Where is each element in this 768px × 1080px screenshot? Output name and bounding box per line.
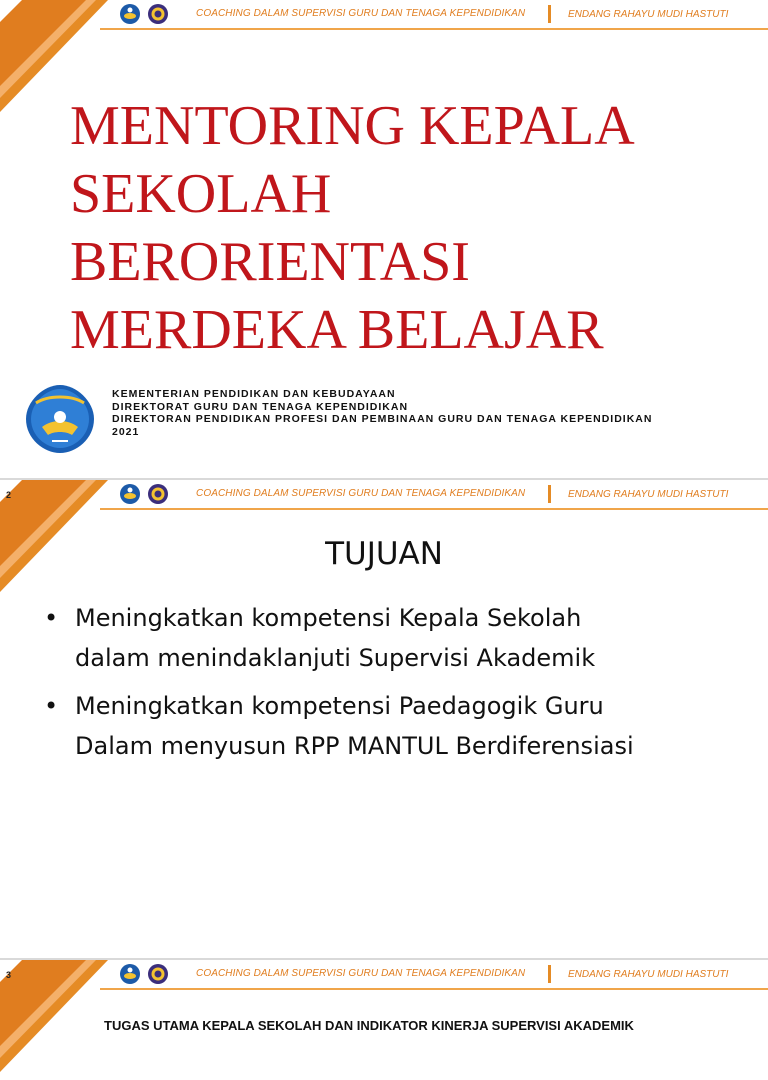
- header-logos-icon: [118, 483, 174, 505]
- bullet-item: [44, 598, 744, 678]
- slide-header: [0, 480, 768, 512]
- header-title: COACHING DALAM SUPERVISI GURU DAN TENAGA KEPENDIDIKAN: [196, 8, 526, 19]
- org-line: KEMENTERIAN PENDIDIKAN DAN KEBUDAYAAN: [112, 388, 396, 400]
- header-logos-icon: [118, 3, 174, 25]
- slide-number: 3: [6, 970, 12, 980]
- slide-header: [0, 960, 768, 992]
- bullet-line: Dalam menyusun RPP MANTUL Berdiferensiasi: [75, 732, 634, 760]
- header-title: COACHING DALAM SUPERVISI GURU DAN TENAGA KEPENDIDIKAN: [196, 968, 526, 979]
- bullet-item: [44, 686, 744, 766]
- header-divider: [100, 988, 768, 990]
- tut-wuri-handayani-logo-icon: [22, 383, 98, 455]
- bullet-list: [44, 598, 744, 774]
- bullet-line: Meningkatkan kompetensi Paedagogik Guru: [75, 692, 604, 720]
- slide-header: [0, 0, 768, 32]
- header-divider: [100, 508, 768, 510]
- title-line: SEKOLAH: [70, 163, 332, 225]
- title-line: BERORIENTASI: [70, 231, 470, 293]
- header-logos-icon: [118, 963, 174, 985]
- bullet-icon: •: [44, 604, 59, 632]
- slide-number: 2: [6, 490, 12, 500]
- header-author: ENDANG RAHAYU MUDI HASTUTI: [568, 969, 729, 980]
- title-line: MENTORING KEPALA: [70, 95, 635, 157]
- header-author: ENDANG RAHAYU MUDI HASTUTI: [568, 9, 729, 20]
- header-author: ENDANG RAHAYU MUDI HASTUTI: [568, 489, 729, 500]
- slide-title: TUGAS UTAMA KEPALA SEKOLAH DAN INDIKATOR KINERJA SUPERVISI AKADEMIK: [104, 1018, 634, 1033]
- header-separator: [548, 5, 551, 23]
- bullet-line: Meningkatkan kompetensi Kepala Sekolah: [75, 604, 582, 632]
- slide-2: [0, 480, 768, 958]
- header-divider: [100, 28, 768, 30]
- bullet-icon: •: [44, 692, 59, 720]
- org-line: DIREKTORAN PENDIDIKAN PROFESI DAN PEMBINAAN GURU DAN TENAGA KEPENDIDIKAN: [112, 413, 653, 425]
- organization-info: [112, 388, 652, 438]
- header-separator: [548, 485, 551, 503]
- slide-3: [0, 960, 768, 1033]
- bullet-line: dalam menindaklanjuti Supervisi Akademik: [75, 644, 596, 672]
- header-title: COACHING DALAM SUPERVISI GURU DAN TENAGA KEPENDIDIKAN: [196, 488, 526, 499]
- corner-ribbon-icon: [0, 960, 110, 1080]
- header-separator: [548, 965, 551, 983]
- slide-1: [0, 0, 768, 478]
- title-line: MERDEKA BELAJAR: [70, 299, 604, 361]
- slide-title: [70, 92, 750, 364]
- org-line: 2021: [112, 425, 140, 438]
- org-line: DIREKTORAT GURU DAN TENAGA KEPENDIDIKAN: [112, 400, 409, 413]
- slide-heading: TUJUAN: [325, 536, 443, 572]
